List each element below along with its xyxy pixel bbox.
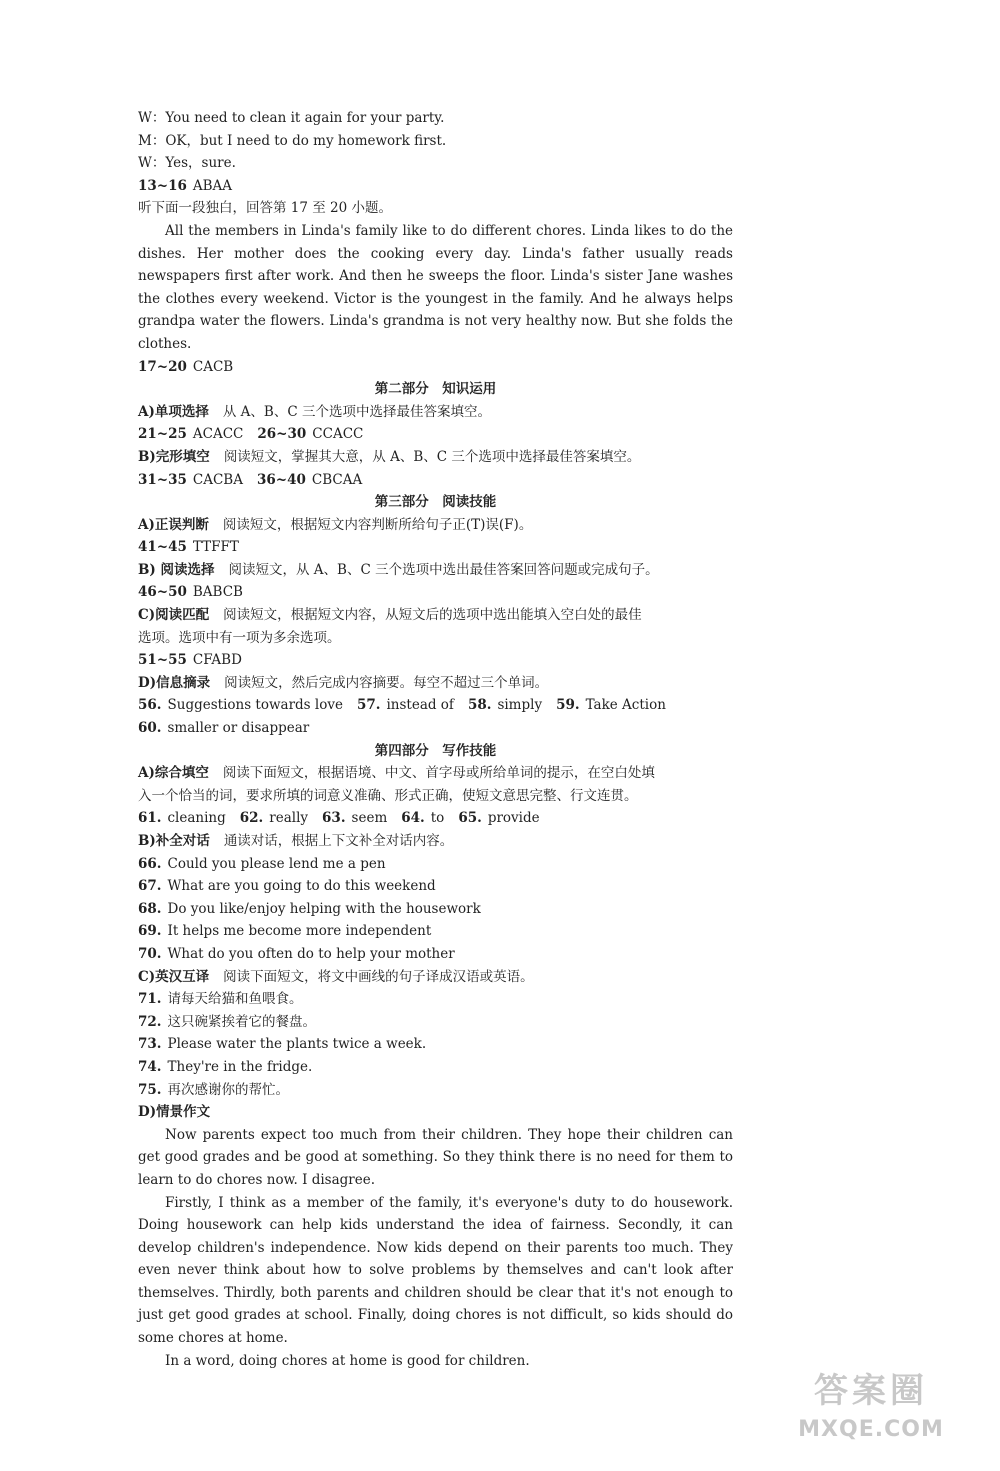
answer-key: BABCB — [192, 584, 243, 601]
question-number: 68. — [138, 900, 162, 917]
answer-line-69 — [138, 920, 733, 943]
monologue-text: All the members in Linda's family like to do different chores. Linda likes to do the dishes. Her mother does the cooking every day. Linda's father usually reads newspapers first after work. And then he sweeps the floor. Linda's sister Jane washes the clothes every weekend. Victor is the youngest in the family. And he always helps grandpa water the flowers. Linda's grandma is not very healthy now. But she folds the clothes. — [138, 222, 733, 352]
answer-text: What do you often do to help your mother — [167, 945, 455, 962]
question-number: 72. — [138, 1013, 162, 1030]
answer-line-60 — [138, 717, 733, 740]
answer-text: What are you going to do this weekend — [167, 878, 436, 895]
essay-paragraph: Now parents expect too much from their children. They hope their children can get good grades and be good at something. So they think there is no need for them to learn to do chores now. I disagree. — [138, 1126, 733, 1188]
answer-text: Please water the plants twice a week. — [167, 1036, 427, 1053]
answer-text: It helps me become more independent — [167, 923, 432, 940]
section-label: C)英汉互译 — [138, 968, 210, 985]
question-range: 41~45 — [138, 539, 187, 556]
watermark-url: MXQE.COM — [798, 1417, 944, 1442]
section-instruction-cont: 入一个恰当的词，要求所填的词意义准确、形式正确，使短文意思完整、行文连贯。 — [138, 787, 638, 804]
answer-text: simply — [497, 697, 543, 714]
question-number: 65. — [458, 810, 482, 827]
answer-key: CFABD — [192, 652, 242, 669]
part3-a-heading — [138, 514, 733, 537]
section-instruction: 阅读短文，从 A、B、C 三个选项中选出最佳答案回答问题或完成句子。 — [228, 561, 659, 578]
question-number: 59. — [556, 697, 580, 714]
answer-line-73 — [138, 1033, 733, 1056]
question-number: 69. — [138, 923, 162, 940]
section-instruction-cont: 选项。选项中有一项为多余选项。 — [138, 629, 341, 646]
answer-key: CACB — [192, 358, 234, 375]
answer-text: 这只碗紧挨着它的餐盘。 — [167, 1013, 316, 1030]
dialog-line: W：You need to clean it again for your party. — [138, 110, 445, 126]
question-number: 66. — [138, 855, 162, 872]
answer-text: smaller or disappear — [167, 720, 310, 737]
section-label: B) 阅读选择 — [138, 561, 215, 578]
question-number: 64. — [401, 810, 425, 827]
part2-b-heading — [138, 446, 733, 469]
answer-key: TTFFT — [192, 539, 239, 556]
section-label: A)正误判断 — [138, 516, 209, 533]
question-number: 63. — [322, 810, 346, 827]
question-range: 46~50 — [138, 584, 187, 601]
part2-title: 第二部分 知识运用 — [374, 381, 497, 398]
answer-line-13-16 — [138, 175, 733, 198]
answer-line-71 — [138, 988, 733, 1011]
answer-key: ACACC — [192, 426, 244, 443]
answer-text: They're in the fridge. — [167, 1058, 313, 1075]
question-number: 57. — [356, 697, 381, 714]
part3-d-heading — [138, 672, 733, 695]
question-range: 17~20 — [138, 358, 187, 375]
answer-text: Take Action — [585, 697, 666, 714]
question-number: 71. — [138, 991, 162, 1008]
answer-line-56-59 — [138, 694, 733, 717]
answer-text: Suggestions towards love — [167, 697, 343, 714]
essay-paragraph: In a word, doing chores at home is good for children. — [165, 1352, 530, 1369]
section-instruction: 阅读短文，然后完成内容摘要。每空不超过三个单词。 — [224, 674, 549, 691]
answer-line-75 — [138, 1079, 733, 1102]
answer-text: cleaning — [167, 810, 226, 827]
section-label: A)综合填空 — [138, 765, 209, 782]
answer-line-41-45 — [138, 536, 733, 559]
answer-line-31-40 — [138, 469, 733, 492]
part4-title: 第四部分 写作技能 — [374, 742, 497, 759]
part4-a-heading — [138, 762, 733, 785]
answer-text: Could you please lend me a pen — [167, 855, 386, 872]
section-instruction: 阅读短文，掌握其大意，从 A、B、C 三个选项中选择最佳答案填空。 — [223, 448, 641, 465]
question-number: 74. — [138, 1058, 162, 1075]
question-number: 56. — [138, 697, 162, 714]
section-label: D)信息摘录 — [138, 674, 211, 691]
question-number: 58. — [467, 697, 492, 714]
section-instruction: 阅读短文，根据短文内容，从短文后的选项中选出能填入空白处的最佳 — [223, 607, 642, 624]
answer-text: 再次感谢你的帮忙。 — [167, 1081, 289, 1098]
question-range: 21~25 — [138, 426, 187, 443]
section-label: B)补全对话 — [138, 833, 210, 849]
answer-line-51-55 — [138, 649, 733, 672]
section-instruction: 从 A、B、C 三个选项中选择最佳答案填空。 — [222, 403, 491, 420]
section-instruction: 通读对话，根据上下文补全对话内容。 — [223, 833, 454, 849]
section-label: C)阅读匹配 — [138, 607, 210, 624]
answer-text: provide — [487, 810, 540, 827]
part3-b-heading — [138, 559, 733, 582]
section-label: A)单项选择 — [138, 403, 209, 420]
answer-line-72 — [138, 1011, 733, 1034]
listening-instruction: 听下面一段独白，回答第 17 至 20 小题。 — [138, 200, 393, 217]
question-range: 26~30 — [257, 426, 307, 443]
answer-text: seem — [351, 810, 388, 827]
question-range: 51~55 — [138, 652, 187, 669]
dialog-line: W：Yes，sure. — [138, 155, 236, 172]
answer-key: CACBA — [192, 471, 243, 488]
question-number: 62. — [239, 810, 264, 827]
question-number: 73. — [138, 1036, 162, 1053]
answer-line-68 — [138, 898, 733, 921]
question-number: 61. — [138, 810, 162, 827]
answer-line-74 — [138, 1056, 733, 1079]
answer-line-61-65 — [138, 807, 733, 830]
answer-key: ABAA — [192, 177, 233, 194]
answer-text: 请每天给猫和鱼喂食。 — [167, 991, 303, 1008]
section-instruction: 阅读下面短文，将文中画线的句子译成汉语或英语。 — [223, 968, 534, 985]
section-instruction: 阅读下面短文，根据语境、中文、首字母或所给单词的提示，在空白处填 — [222, 765, 655, 782]
answer-text: to — [430, 810, 445, 827]
watermark-logo — [766, 1365, 976, 1453]
answer-line-70 — [138, 943, 733, 966]
question-range: 31~35 — [138, 471, 187, 488]
question-range: 36~40 — [256, 471, 306, 488]
part4-c-heading — [138, 966, 733, 989]
answer-text: instead of — [386, 697, 454, 714]
answer-line-67 — [138, 875, 733, 898]
watermark-seal: 答案圈 — [814, 1371, 928, 1411]
question-number: 75. — [138, 1081, 162, 1098]
answer-line-17-20 — [138, 356, 733, 379]
question-number: 70. — [138, 945, 162, 962]
answer-line-21-30 — [138, 423, 733, 446]
part2-a-heading — [138, 401, 733, 424]
part4-b-heading — [138, 830, 733, 853]
answer-key: CBCAA — [311, 471, 363, 488]
section-instruction: 阅读短文，根据短文内容判断所给句子正(T)误(F)。 — [222, 516, 533, 533]
part3-c-heading — [138, 604, 733, 627]
question-range: 13~16 — [138, 177, 187, 194]
part4-d-heading: D)情景作文 — [138, 1104, 211, 1121]
essay-paragraph: Firstly, I think as a member of the family, it's everyone's duty to do housework. Doing housework can help kids understand the idea of fairness. Secondly, it can develop children's independence. Now kids depend on their parents too much. They even never think about how to solve problems by themselves and can't look after themselves. Thirdly, both parents and children should be clear that it's not enough to just get good grades at school. Finally, doing chores is not difficult, so kids should do some chores at home. — [138, 1194, 733, 1347]
dialog-line: M：OK，but I need to do my homework first. — [138, 132, 447, 149]
answer-page — [138, 107, 733, 1372]
answer-text: really — [269, 810, 309, 827]
question-number: 60. — [138, 720, 162, 737]
part3-title: 第三部分 阅读技能 — [374, 494, 497, 511]
answer-text: Do you like/enjoy helping with the housework — [167, 900, 481, 917]
answer-line-46-50 — [138, 581, 733, 604]
section-label: B)完形填空 — [138, 448, 210, 465]
answer-line-66 — [138, 853, 733, 876]
question-number: 67. — [138, 878, 162, 895]
answer-key: CCACC — [312, 426, 364, 443]
